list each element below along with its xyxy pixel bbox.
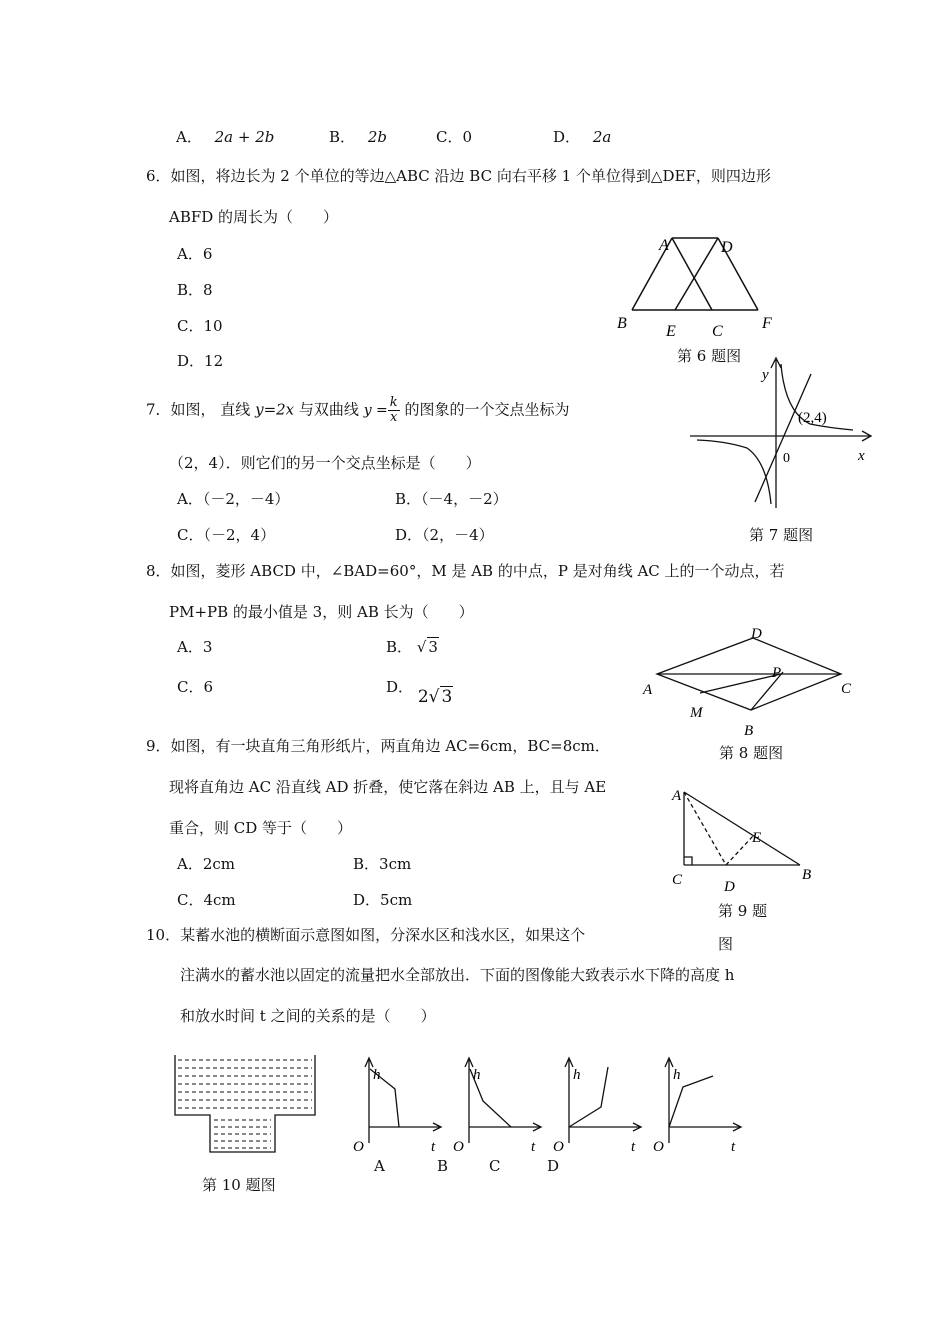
q9-label-a: A: [672, 788, 682, 804]
q9-segment-de: [726, 836, 753, 865]
q7-frac-num: k: [389, 395, 398, 410]
q6-label-f: F: [762, 315, 772, 332]
q7-label-point: (2,4): [798, 410, 827, 426]
q7-y-eq: y =: [363, 402, 388, 419]
q9-option-d: D．5cm: [353, 891, 413, 909]
q9-option-b: B．3cm: [353, 855, 412, 873]
q7-label-x: x: [858, 448, 865, 464]
q5-option-d: [553, 126, 611, 147]
q8-option-a: A．3: [177, 638, 213, 656]
q7-stem-line2: （2，4）．则它们的另一个交点坐标是（ ）: [169, 454, 481, 472]
q10-graph-d-svg: [645, 1055, 745, 1155]
q5-option-a-value: 2a + 2b: [214, 128, 275, 146]
q8-option-c: C．6: [177, 678, 214, 696]
q8-option-b-radicand: 3: [428, 638, 438, 656]
q10-graph-b-o-label: O: [453, 1139, 464, 1155]
q10-caption: 第 10 题图: [202, 1176, 276, 1194]
q5-option-b-label: B．: [329, 128, 356, 146]
q10-pool-figure: [170, 1050, 325, 1155]
q10-graph-c-h-label: h: [573, 1067, 581, 1083]
q7-caption: 第 7 题图: [749, 526, 814, 544]
q6-option-b: B．8: [177, 281, 213, 299]
q10-pool-outline: [175, 1055, 315, 1152]
q7-stem-c: 与双曲线: [294, 400, 364, 419]
q5-option-b-value: 2b: [367, 128, 387, 146]
q10-graph-a-o-label: O: [353, 1139, 364, 1155]
q7-hyperbola-branch-2: [697, 440, 771, 504]
q9-caption-line1: 第 9 题: [718, 902, 768, 920]
q9-right-angle-mark: [684, 857, 692, 865]
q6-label-d: D: [721, 239, 733, 256]
q10-stem-line1: 10．某蓄水池的横断面示意图如图，分深水区和浅水区，如果这个: [146, 926, 586, 944]
q9-option-a: A．2cm: [177, 855, 236, 873]
q10-option-letter-a: A: [374, 1157, 385, 1175]
q7-option-a: A．（－2，－4）: [177, 490, 290, 508]
q5-option-d-label: D．: [553, 128, 581, 146]
q8-segment-pm: [700, 674, 781, 693]
q10-option-letter-c: C: [489, 1157, 501, 1175]
q10-graph-b: [445, 1055, 545, 1159]
q9-stem-line1: 9．如图，有一块直角三角形纸片，两直角边 AC=6cm，BC=8cm．: [146, 737, 610, 755]
q5-option-a-label: A．: [176, 128, 202, 146]
q6-figure: [610, 228, 790, 343]
q7-frac-den: x: [390, 410, 398, 425]
q8-option-b-radical: √ 3: [416, 638, 438, 656]
q10-graph-a-svg: [345, 1055, 445, 1155]
q6-label-e: E: [666, 323, 676, 340]
q8-label-d: D: [751, 626, 762, 642]
q7-fraction: [388, 396, 400, 425]
q8-label-a: A: [643, 682, 653, 698]
q9-label-d: D: [724, 879, 735, 895]
q5-option-c: C．0: [436, 128, 473, 146]
q9-edge-ab: [684, 792, 800, 865]
q9-stem-line3: 重合，则 CD 等于（ ）: [169, 819, 353, 837]
q10-graph-a-h-label: h: [373, 1067, 381, 1083]
q10-graph-d-t-label: t: [731, 1139, 736, 1155]
q7-option-d: D．（2，－4）: [395, 526, 494, 544]
q10-graph-a-t-label: t: [431, 1139, 436, 1155]
q10-graph-c-o-label: O: [553, 1139, 564, 1155]
q5-option-d-value: 2a: [592, 128, 612, 146]
q9-label-c: C: [672, 872, 683, 888]
q10-graph-b-t-label: t: [531, 1139, 536, 1155]
q10-option-letter-d: D: [547, 1157, 560, 1175]
q10-graph-d-o-label: O: [653, 1139, 664, 1155]
q10-graph-a: [345, 1055, 445, 1159]
q7-line-eq: y=2x: [255, 400, 295, 419]
q7-label-y: y: [762, 367, 769, 383]
q10-graph-d: [645, 1055, 745, 1159]
q8-caption: 第 8 题图: [719, 744, 784, 762]
q8-option-b: [386, 636, 439, 657]
q8-label-c: C: [841, 681, 852, 697]
q6-label-b: B: [617, 315, 627, 332]
q9-label-b: B: [802, 867, 812, 883]
q7-stem-line1: [146, 396, 569, 425]
q7-figure: [685, 352, 880, 512]
q6-option-c: C．10: [177, 317, 223, 335]
q10-graph-c-svg: [545, 1055, 645, 1155]
q8-option-d-value: 2√ 3: [417, 687, 453, 707]
q8-label-p: P: [772, 665, 782, 681]
q10-graph-b-svg: [445, 1055, 545, 1155]
q9-option-c: C．4cm: [177, 891, 236, 909]
q8-option-d: [386, 676, 453, 707]
q10-option-letter-b: B: [437, 1157, 449, 1175]
q8-figure: [635, 622, 865, 744]
q8-option-d-coef: 2: [417, 687, 429, 707]
q10-graph-d-curve: [669, 1076, 713, 1127]
q10-stem-line2: 注满水的蓄水池以固定的流量把水全部放出．下面的图像能大致表示水下降的高度 h: [180, 966, 735, 984]
q7-line: [755, 374, 811, 502]
q8-stem-line1: 8．如图，菱形 ABCD 中，∠BAD=60°，M 是 AB 的中点，P 是对角线 AC 上的一个动点，若: [146, 562, 785, 580]
q10-graph-b-h-label: h: [473, 1067, 481, 1083]
q7-stem-d: 的图象的一个交点坐标为: [399, 400, 570, 419]
q8-option-d-radicand: 3: [441, 687, 453, 707]
q7-option-c: C．（－2，4）: [177, 526, 276, 544]
q6-edge-ac: [672, 238, 712, 310]
q5-option-b: [329, 126, 387, 147]
q8-option-d-label: D．: [386, 678, 414, 696]
q10-stem-line3: 和放水时间 t 之间的关系的是（ ）: [180, 1007, 436, 1025]
q9-caption-line2: 图: [718, 935, 734, 953]
q9-stem-line2: 现将直角边 AC 沿直线 AD 折叠，使它落在斜边 AB 上，且与 AE: [169, 778, 607, 796]
q6-option-d: D．12: [177, 352, 224, 370]
q7-label-origin: 0: [783, 451, 790, 466]
q6-label-a: A: [659, 237, 669, 254]
q9-figure: [660, 780, 825, 895]
q9-label-e: E: [752, 830, 762, 846]
q5-option-a: [176, 126, 274, 147]
q6-caption: 第 6 题图: [677, 347, 742, 365]
q10-graph-c-t-label: t: [631, 1139, 636, 1155]
q6-label-c: C: [712, 323, 723, 340]
q6-stem-line1: 6．如图，将边长为 2 个单位的等边△ABC 沿边 BC 向右平移 1 个单位得到△DEF，则四边形: [146, 167, 771, 185]
q7-stem-a: 7．如图， 直线: [146, 400, 256, 419]
q7-option-b: B．（－4，－2）: [395, 490, 508, 508]
q6-option-a: A．6: [177, 245, 213, 263]
q8-label-m: M: [690, 705, 703, 721]
q10-water-lines: [178, 1060, 312, 1148]
q6-stem-line2: ABFD 的周长为（ ）: [169, 208, 339, 226]
q8-label-b: B: [744, 723, 754, 739]
q10-graph-c: [545, 1055, 645, 1159]
q10-graph-d-h-label: h: [673, 1067, 681, 1083]
q6-edge-de: [675, 238, 718, 310]
q8-stem-line2: PM+PB 的最小值是 3，则 AB 长为（ ）: [169, 603, 474, 621]
q8-option-b-label: B．: [386, 638, 413, 656]
q9-fold-ad: [684, 792, 726, 865]
